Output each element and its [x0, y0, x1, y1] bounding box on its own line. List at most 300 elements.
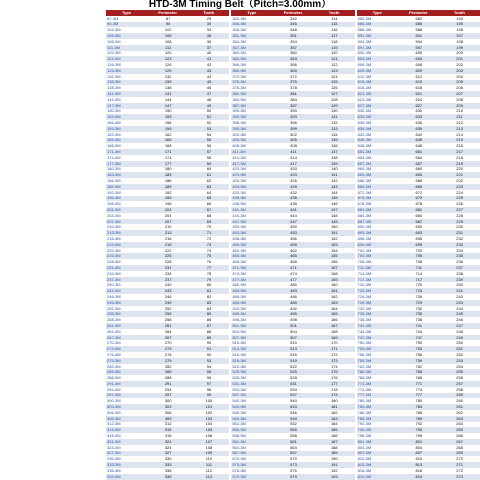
cell-perimeter: 624 — [415, 96, 423, 102]
cell-type: 219-3M — [107, 241, 121, 247]
cell-perimeter: 465 — [290, 253, 297, 259]
cell-tooth: 190 — [330, 456, 338, 462]
cell-perimeter: 285 — [164, 369, 172, 375]
cell-type: 612-3M — [357, 73, 372, 79]
cell-type: 429-3M — [232, 183, 246, 189]
cell-type: 426-3M — [232, 178, 246, 183]
cell-perimeter: 606 — [415, 62, 423, 68]
cell-perimeter: 750 — [415, 340, 423, 346]
cell-perimeter: 537 — [290, 392, 297, 398]
cell-perimeter: 510 — [290, 340, 297, 346]
cell-type: 339-3M — [107, 473, 121, 479]
cell-perimeter: 579 — [290, 473, 297, 479]
cell-type: 819-3M — [357, 473, 372, 479]
cell-tooth: 93 — [206, 357, 212, 363]
cell-perimeter: 786 — [415, 409, 423, 415]
cell-perimeter: 360 — [290, 50, 297, 56]
cell-tooth: 124 — [330, 73, 338, 79]
cell-perimeter: 423 — [290, 172, 297, 178]
header-perimeter: Perimeter — [158, 10, 177, 15]
cell-perimeter: 336 — [164, 467, 172, 473]
table-column-1 — [106, 10, 229, 480]
cell-tooth: 216 — [456, 143, 463, 149]
cell-tooth: 41 — [206, 56, 212, 62]
cell-perimeter: 726 — [415, 294, 423, 299]
cell-type: 540-3M — [232, 398, 246, 404]
cell-type: 264-3M — [107, 328, 121, 334]
cell-tooth: 272 — [456, 467, 463, 473]
cell-tooth: 151 — [330, 230, 338, 236]
cell-type: 411-3M — [232, 149, 246, 155]
cell-tooth: 77 — [206, 265, 212, 270]
cell-tooth: 229 — [456, 218, 463, 224]
header-type: Type — [247, 10, 257, 15]
cell-perimeter: 696 — [415, 236, 423, 241]
cell-perimeter: 672 — [415, 189, 423, 195]
belt-table — [106, 10, 480, 480]
cell-tooth: 91 — [206, 346, 212, 352]
cell-type: 774-3M — [357, 386, 372, 392]
cell-perimeter: 729 — [415, 299, 423, 305]
cell-tooth: 42 — [206, 62, 212, 68]
cell-perimeter: 201 — [164, 207, 172, 212]
cell-type: 732-3M — [357, 305, 372, 311]
cell-perimeter: 642 — [415, 131, 423, 137]
cell-type: 609-3M — [357, 67, 372, 73]
cell-perimeter: 666 — [415, 178, 423, 183]
cell-tooth: 99 — [206, 392, 212, 398]
cell-perimeter: 426 — [290, 178, 297, 183]
cell-tooth: 251 — [456, 346, 463, 352]
cell-tooth: 66 — [206, 201, 212, 207]
cell-tooth: 147 — [330, 207, 338, 212]
cell-type: 591-3M — [357, 33, 372, 39]
cell-tooth: 59 — [206, 160, 212, 166]
cell-tooth: 58 — [206, 154, 212, 160]
cell-type: 213-3M — [107, 230, 121, 236]
cell-perimeter: 348 — [290, 27, 297, 33]
cell-type: 432-3M — [232, 189, 246, 195]
cell-perimeter: 765 — [415, 369, 423, 375]
cell-perimeter: 723 — [415, 288, 423, 294]
cell-type: 399-3M — [232, 125, 246, 131]
cell-type: 234-3M — [107, 270, 121, 276]
cell-type: 369-3M — [232, 67, 246, 73]
cell-tooth: 96 — [206, 375, 212, 381]
cell-tooth: 210 — [456, 108, 463, 114]
cell-perimeter: 393 — [290, 114, 297, 120]
cell-tooth: 213 — [456, 125, 463, 131]
cell-type: 546-3M — [232, 409, 246, 415]
cell-perimeter: 234 — [164, 270, 172, 276]
cell-perimeter: 471 — [290, 265, 297, 270]
cell-type: 795-3M — [357, 427, 372, 433]
cell-tooth: 175 — [330, 369, 338, 375]
cell-perimeter: 324 — [164, 444, 172, 450]
cell-tooth: 205 — [456, 79, 463, 85]
cell-tooth: 60 — [206, 166, 212, 172]
cell-tooth: 85 — [206, 311, 212, 317]
cell-perimeter: 384 — [290, 96, 297, 102]
cell-perimeter: 144 — [164, 96, 172, 102]
cell-type: 153-3M — [107, 114, 121, 120]
cell-perimeter: 228 — [164, 259, 172, 265]
cell-perimeter: 381 — [290, 91, 297, 97]
cell-perimeter: 294 — [164, 386, 172, 392]
cell-type: 582-3M — [357, 15, 372, 21]
cell-perimeter: 258 — [164, 317, 172, 323]
cell-type: 555-3M — [232, 427, 246, 433]
cell-type: 372-3M — [232, 73, 246, 79]
cell-perimeter: 468 — [290, 259, 297, 265]
cell-perimeter: 687 — [415, 218, 423, 224]
cell-perimeter: 222 — [164, 247, 172, 253]
cell-tooth: 266 — [456, 433, 463, 439]
cell-tooth: 128 — [330, 96, 338, 102]
cell-perimeter: 147 — [164, 102, 172, 108]
cell-type: 324-3M — [107, 444, 121, 450]
cell-tooth: 90 — [206, 340, 212, 346]
cell-tooth: 163 — [330, 299, 338, 305]
table-column-3 — [357, 10, 480, 480]
cell-tooth: 88 — [206, 328, 212, 334]
cell-type: 378-3M — [232, 85, 246, 91]
cell-tooth: 40 — [206, 50, 212, 56]
cell-perimeter: 300 — [164, 398, 172, 404]
cell-type: 678-3M — [357, 201, 372, 207]
cell-type: 762-3M — [357, 363, 372, 369]
cell-type: 714-3M — [357, 270, 372, 276]
cell-tooth: 197 — [456, 33, 463, 39]
cell-perimeter: 387 — [290, 102, 297, 108]
cell-tooth: 192 — [330, 467, 338, 473]
cell-type: 768-3M — [357, 375, 372, 381]
cell-type: 783-3M — [357, 404, 372, 410]
cell-perimeter: 363 — [290, 56, 297, 62]
cell-tooth: 104 — [205, 421, 213, 427]
cell-tooth: 152 — [330, 236, 338, 241]
cell-tooth: 219 — [456, 160, 463, 166]
cell-tooth: 207 — [456, 91, 463, 97]
cell-tooth: 106 — [205, 433, 213, 439]
cell-tooth: 30 — [206, 21, 212, 27]
header-perimeter: Perimeter — [283, 10, 303, 15]
cell-type: 147-3M — [107, 102, 121, 108]
cell-perimeter: 783 — [415, 404, 423, 410]
cell-perimeter: 249 — [164, 299, 172, 305]
cell-tooth: 257 — [456, 381, 463, 386]
cell-type: 105-3M — [107, 33, 121, 39]
cell-perimeter: 126 — [164, 62, 172, 68]
cell-type: 813-3M — [357, 462, 372, 468]
cell-tooth: 133 — [330, 125, 338, 131]
cell-perimeter: 321 — [164, 438, 172, 444]
cell-tooth: 142 — [330, 178, 338, 183]
cell-perimeter: 192 — [164, 189, 172, 195]
cell-type: 396-3M — [232, 120, 246, 126]
cell-perimeter: 795 — [415, 427, 423, 433]
cell-tooth: 158 — [330, 270, 338, 276]
cell-perimeter: 366 — [290, 62, 297, 68]
header-perimeter: Perimeter — [409, 10, 428, 15]
cell-type: 144-3M — [107, 96, 121, 102]
cell-type: 675-3M — [357, 195, 372, 201]
cell-perimeter: 312 — [164, 421, 172, 427]
cell-tooth: 167 — [330, 323, 338, 328]
cell-type: 249-3M — [107, 299, 121, 305]
cell-perimeter: 639 — [415, 125, 423, 131]
cell-tooth: 141 — [330, 172, 338, 178]
cell-type: 453-3M — [232, 230, 246, 236]
cell-perimeter: 603 — [415, 56, 423, 62]
cell-perimeter: 759 — [415, 357, 423, 363]
cell-tooth: 177 — [330, 381, 338, 386]
cell-type: 135-3M — [107, 79, 121, 85]
cell-perimeter: 408 — [290, 143, 297, 149]
cell-type: 303-3M — [107, 404, 121, 410]
cell-perimeter: 198 — [164, 201, 172, 207]
cell-type: 255-3M — [107, 311, 121, 317]
cell-type: 186-3M — [107, 178, 121, 183]
cell-perimeter: 576 — [290, 467, 297, 473]
cell-tooth: 172 — [330, 352, 338, 357]
cell-type: 252-3M — [107, 305, 121, 311]
cell-perimeter: 717 — [415, 276, 423, 282]
cell-tooth: 112 — [205, 467, 213, 473]
cell-tooth: 101 — [205, 404, 213, 410]
cell-type: 435-3M — [232, 195, 246, 201]
cell-tooth: 234 — [456, 247, 463, 253]
cell-type: 498-3M — [232, 317, 246, 323]
cell-perimeter: 648 — [415, 143, 423, 149]
cell-perimeter: 615 — [415, 79, 423, 85]
cell-tooth: 202 — [456, 62, 463, 68]
cell-type: 177-3M — [107, 160, 121, 166]
cell-tooth: 135 — [330, 137, 338, 143]
cell-type: 786-3M — [357, 409, 372, 415]
cell-type: 333-3M — [107, 462, 121, 468]
cell-tooth: 176 — [330, 375, 338, 381]
cell-type: 327-3M — [107, 450, 121, 456]
cell-type: 420-3M — [232, 166, 246, 172]
cell-perimeter: 129 — [164, 67, 172, 73]
cell-tooth: 161 — [330, 288, 338, 294]
cell-type: 702-3M — [357, 247, 372, 253]
cell-perimeter: 246 — [164, 294, 172, 299]
header-tooth: Tooth — [454, 10, 465, 15]
cell-type: 549-3M — [232, 415, 246, 421]
cell-type: 279-3M — [107, 357, 121, 363]
cell-type: 111-3M — [107, 44, 120, 50]
cell-perimeter: 120 — [164, 50, 172, 56]
cell-tooth: 203 — [456, 67, 463, 73]
cell-tooth: 220 — [456, 166, 463, 172]
cell-type: 366-3M — [232, 62, 246, 68]
cell-perimeter: 516 — [290, 352, 297, 357]
cell-type: 384-3M — [232, 96, 246, 102]
cell-perimeter: 573 — [290, 462, 297, 468]
cell-perimeter: 252 — [164, 305, 172, 311]
cell-tooth: 245 — [456, 311, 463, 317]
cell-tooth: 109 — [205, 450, 213, 456]
cell-perimeter: 237 — [164, 276, 172, 282]
cell-tooth: 206 — [456, 85, 463, 91]
cell-perimeter: 600 — [415, 50, 423, 56]
cell-tooth: 145 — [330, 195, 338, 201]
cell-type: 735-3M — [357, 311, 372, 317]
cell-perimeter: 702 — [415, 247, 423, 253]
cell-perimeter: 462 — [290, 247, 297, 253]
cell-type: 405-3M — [232, 137, 246, 143]
cell-perimeter: 420 — [290, 166, 297, 172]
cell-perimeter: 108 — [164, 38, 172, 44]
cell-tooth: 181 — [330, 404, 338, 410]
cell-perimeter: 240 — [164, 282, 172, 288]
cell-tooth: 162 — [330, 294, 338, 299]
cell-type: 207-3M — [107, 218, 121, 224]
cell-tooth: 221 — [456, 172, 463, 178]
cell-tooth: 209 — [456, 102, 463, 108]
cell-tooth: 115 — [331, 21, 338, 27]
cell-perimeter: 477 — [290, 276, 297, 282]
cell-perimeter: 618 — [415, 85, 423, 91]
cell-type: 222-3M — [107, 247, 121, 253]
cell-type: 198-3M — [107, 201, 121, 207]
cell-tooth: 201 — [456, 56, 463, 62]
cell-type: 621-3M — [357, 91, 372, 97]
cell-tooth: 131 — [330, 114, 338, 120]
cell-perimeter: 255 — [164, 311, 172, 317]
cell-perimeter: 456 — [290, 236, 297, 241]
cell-type: 168-3M — [107, 143, 121, 149]
cell-tooth: 182 — [330, 409, 338, 415]
cell-perimeter: 318 — [164, 433, 172, 439]
cell-perimeter: 378 — [290, 85, 297, 91]
cell-type: 414-3M — [232, 154, 246, 160]
cell-type: 456-3M — [232, 236, 246, 241]
cell-type: 330-3M — [107, 456, 121, 462]
cell-type: 345-3M — [232, 21, 246, 27]
cell-perimeter: 390 — [290, 108, 297, 114]
cell-tooth: 237 — [456, 265, 463, 270]
cell-type: 438-3M — [232, 201, 246, 207]
cell-perimeter: 789 — [415, 415, 423, 421]
cell-tooth: 110 — [205, 456, 213, 462]
cell-type: 459-3M — [232, 241, 246, 247]
cell-perimeter: 552 — [290, 421, 297, 427]
cell-perimeter: 747 — [415, 334, 423, 340]
cell-tooth: 271 — [456, 462, 463, 468]
cell-tooth: 121 — [330, 56, 338, 62]
page-title: HTD-3M Timing Belt（Pitch=3.00mm） — [148, 0, 332, 10]
cell-perimeter: 543 — [290, 404, 297, 410]
table-row — [106, 474, 229, 480]
cell-tooth: 65 — [206, 195, 212, 201]
cell-tooth: 191 — [330, 462, 338, 468]
cell-type: 669-3M — [357, 183, 372, 189]
cell-tooth: 144 — [330, 189, 338, 195]
cell-tooth: 92 — [206, 352, 212, 357]
cell-perimeter: 651 — [415, 149, 423, 155]
cell-type: 102-3M — [107, 27, 121, 33]
cell-type: 741-3M — [357, 323, 372, 328]
cell-tooth: 125 — [330, 79, 338, 85]
cell-type: 639-3M — [357, 125, 372, 131]
cell-tooth: 86 — [206, 317, 212, 323]
cell-perimeter: 339 — [164, 473, 172, 479]
cell-type: 654-3M — [357, 154, 372, 160]
cell-perimeter: 177 — [164, 160, 172, 166]
cell-tooth: 116 — [331, 27, 338, 33]
cell-type: 237-3M — [107, 276, 121, 282]
cell-perimeter: 546 — [290, 409, 297, 415]
cell-type: 318-3M — [107, 433, 121, 439]
cell-perimeter: 525 — [290, 369, 297, 375]
cell-perimeter: 678 — [415, 201, 423, 207]
cell-tooth: 57 — [206, 149, 212, 155]
cell-tooth: 68 — [206, 212, 212, 218]
cell-type: 648-3M — [357, 143, 372, 149]
cell-tooth: 160 — [330, 282, 338, 288]
cell-tooth: 83 — [206, 299, 212, 305]
cell-perimeter: 210 — [164, 224, 172, 230]
cell-perimeter: 561 — [290, 438, 297, 444]
cell-perimeter: 87 — [165, 15, 171, 21]
cell-tooth: 136 — [330, 143, 338, 149]
cell-tooth: 218 — [456, 154, 463, 160]
cell-type: 348-3M — [232, 27, 246, 33]
cell-type: 501-3M — [232, 323, 246, 328]
cell-tooth: 263 — [456, 415, 463, 421]
cell-perimeter: 657 — [415, 160, 423, 166]
cell-tooth: 102 — [205, 409, 213, 415]
cell-perimeter: 483 — [290, 288, 297, 294]
cell-tooth: 256 — [456, 375, 463, 381]
cell-perimeter: 102 — [164, 27, 172, 33]
cell-type: 246-3M — [107, 294, 121, 299]
cell-type: 723-3M — [357, 288, 372, 294]
cell-perimeter: 504 — [290, 328, 297, 334]
cell-perimeter: 105 — [164, 33, 172, 39]
cell-perimeter: 612 — [415, 73, 423, 79]
header-type: Type — [372, 10, 382, 15]
cell-tooth: 265 — [456, 427, 463, 433]
cell-type: 696-3M — [357, 236, 372, 241]
cell-perimeter: 756 — [415, 352, 423, 357]
cell-tooth: 260 — [456, 398, 463, 404]
cell-tooth: 75 — [206, 253, 212, 259]
cell-type: 258-3M — [107, 317, 121, 323]
cell-perimeter: 774 — [415, 386, 423, 392]
cell-perimeter: 159 — [164, 125, 172, 131]
cell-tooth: 143 — [330, 183, 338, 189]
cell-type: 321-3M — [107, 438, 121, 444]
cell-tooth: 120 — [330, 50, 338, 56]
cell-perimeter: 282 — [164, 363, 172, 369]
cell-perimeter: 195 — [164, 195, 172, 201]
cell-type: 798-3M — [357, 433, 372, 439]
cell-tooth: 261 — [456, 404, 463, 410]
cell-tooth: 166 — [330, 317, 338, 323]
cell-perimeter: 699 — [415, 241, 423, 247]
cell-tooth: 252 — [456, 352, 463, 357]
cell-perimeter: 435 — [290, 195, 297, 201]
cell-tooth: 267 — [456, 438, 463, 444]
cell-type: 444-3M — [232, 212, 246, 218]
cell-tooth: 198 — [456, 38, 463, 44]
cell-tooth: 211 — [456, 114, 463, 120]
cell-tooth: 89 — [206, 334, 212, 340]
